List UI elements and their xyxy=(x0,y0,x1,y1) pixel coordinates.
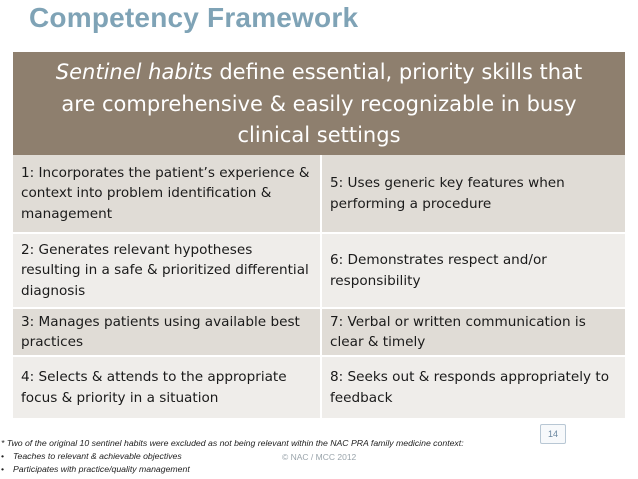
habit-cell: 5: Uses generic key features when performing a procedure xyxy=(321,155,625,233)
table-row xyxy=(13,308,625,356)
habit-cell: 7: Verbal or written communication is clear & timely xyxy=(321,308,625,356)
definition-banner xyxy=(13,52,625,155)
banner-line-1 xyxy=(13,57,625,89)
page-number: 14 xyxy=(540,424,566,444)
bullet-icon: • xyxy=(1,464,5,474)
habit-cell: 8: Seeks out & responds appropriately to feedback xyxy=(321,356,625,419)
habit-cell: 4: Selects & attends to the appropriate focus & priority in a situation xyxy=(13,356,321,419)
slide-title: Competency Framework xyxy=(29,2,359,33)
excluded-habit-item xyxy=(1,464,190,474)
banner-line-1-rest: define essential, priority skills that xyxy=(212,60,583,84)
habit-cell: 6: Demonstrates respect and/or responsibility xyxy=(321,233,625,308)
excluded-habit-item xyxy=(1,451,182,461)
banner-line-2: are comprehensive & easily recognizable in busy xyxy=(61,91,577,116)
sentinel-habits-table xyxy=(13,155,625,420)
table-row xyxy=(13,356,625,419)
table-row xyxy=(13,233,625,308)
habit-cell: 2: Generates relevant hypotheses resulting in a safe & prioritized differential diagnosis xyxy=(13,233,321,308)
habit-cell: 1: Incorporates the patient’s experience & context into problem identification & management xyxy=(13,155,321,233)
footnote: * Two of the original 10 sentinel habits were excluded as not being relevant within the NAC PRA family medicine context: xyxy=(1,438,464,448)
banner-line-3: clinical settings xyxy=(237,123,401,147)
excluded-habit-text: Participates with practice/quality management xyxy=(13,464,190,474)
copyright: © NAC / MCC 2012 xyxy=(282,452,357,462)
banner-emphasis: Sentinel habits xyxy=(55,60,213,84)
habit-cell: 3: Manages patients using available best practices xyxy=(13,308,321,356)
excluded-habit-text: Teaches to relevant & achievable objectives xyxy=(13,451,182,461)
banner-text xyxy=(13,57,625,152)
bullet-icon: • xyxy=(1,451,5,461)
table-row xyxy=(13,155,625,233)
